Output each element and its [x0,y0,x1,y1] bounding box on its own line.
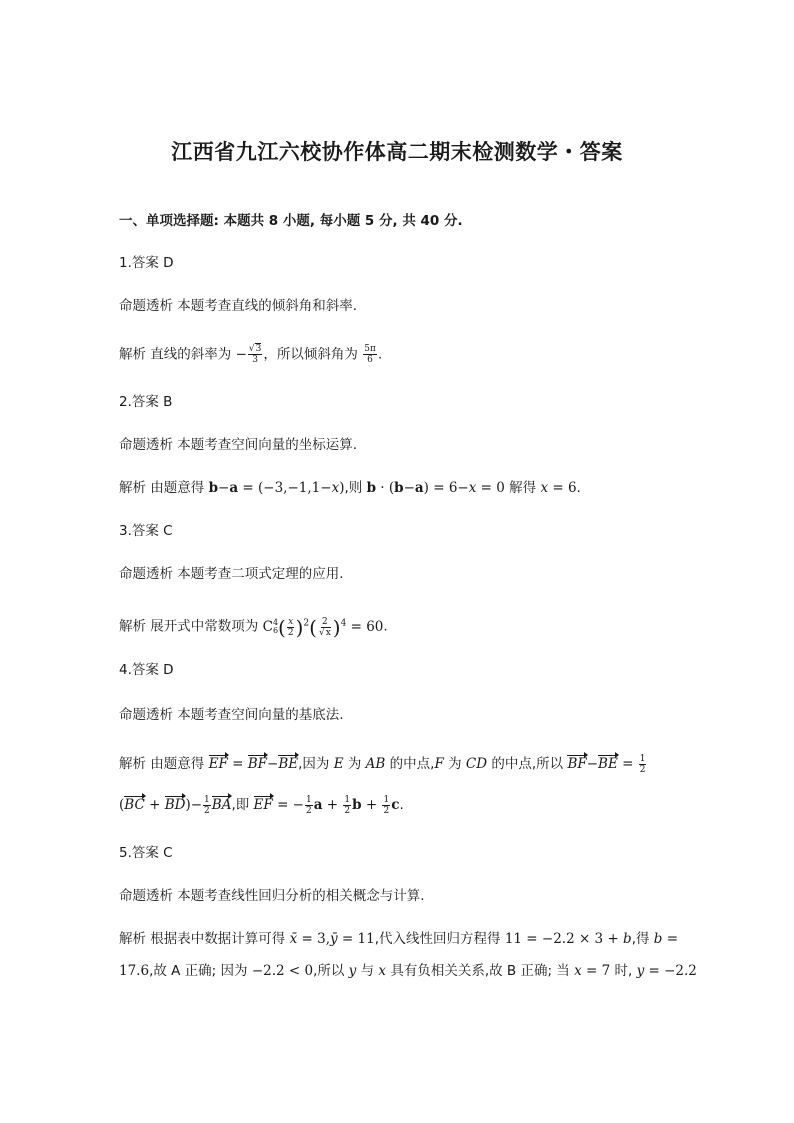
math-expr: BF−BE = $\frac{1}{2}$ [567,754,646,775]
fraction: $\frac{5\pi}{6}$ [364,344,376,365]
math-expr: b = [653,931,679,947]
math-expr: b−a = (−3,−1,1−x) [208,480,345,496]
q5-answer: 5.答案 C [119,845,173,861]
q3-solution: 解析 展开式中常数项为 C 4 6 ( $\frac{x}{2}$ )$^2$( $\frac{2}{√x}$ )$^4$ = 60. [119,615,388,639]
math-expr: (BC + BD)− $\frac{1}{2}$ BA [119,795,232,816]
q5-solution-line1: 解析 根据表中数据计算可得 x̄ = 3,ȳ = 11,代入线性回归方程得 11 = −2.2 × 3 + b,得 b = [119,931,679,947]
math-expr: C 4 6 ( $\frac{x}{2}$ )$^2$( $\frac{2}{√x}$ )$^4$ = 60 [262,615,384,639]
q1-answer: 1.答案 D [119,255,174,271]
q3-answer: 3.答案 C [119,523,173,539]
q4-solution-line1: 解析 由题意得 EF = BF−BE,因为 E 为 AB 的中点,F 为 CD 的中点,所以 BF−BE = $\frac{1}{2}$ [119,754,646,775]
math-expr: EF = − $\frac{1}{2}$ a + $\frac{1}{2}$ b + $\frac{1}{2}$ c [253,795,400,816]
math-expr: EF = BF−BE [208,756,299,772]
q5-solution-line2: 17.6,故 A 正确; 因为 −2.2 < 0,所以 y 与 x 具有负相关关系,故 B 正确; 当 x = 7 时, y = −2.2 [119,963,697,979]
q2-solution: 解析 由题意得 b−a = (−3,−1,1−x),则 b · (b−a) = 6−x = 0 解得 x = 6. [119,480,581,496]
math-expr: x̄ = 3,ȳ = 11 [289,931,375,947]
math-expr: x = 6 [540,480,577,496]
page-title: 江西省九江六校协作体高二期末检测数学・答案 [171,139,623,164]
math-expr: −2.2 < 0 [251,963,314,979]
q1-analysis: 命题透析 本题考查直线的倾斜角和斜率. [119,298,358,314]
section-heading: 一、单项选择题: 本题共 8 小题, 每小题 5 分, 共 40 分. [119,213,463,229]
fraction: $\frac{√3}{3}$ [248,344,262,365]
q1-solution: 解析 直线的斜率为 − $\frac{√3}{3}$ ，所以倾斜角为 $\frac{5\pi}{6}$ . [119,344,383,365]
q4-solution-line2: (BC + BD)− $\frac{1}{2}$ BA,即 EF = − $\frac{1}{2}$ a + $\frac{1}{2}$ b + $\frac{1}{2}$ c. [119,795,404,816]
q4-answer: 4.答案 D [119,662,174,678]
q4-analysis: 命题透析 本题考查空间向量的基底法. [119,707,344,723]
q2-analysis: 命题透析 本题考查空间向量的坐标运算. [119,437,358,453]
q2-answer: 2.答案 B [119,394,173,410]
math-expr: x = 7 [574,963,611,979]
q3-analysis: 命题透析 本题考查二项式定理的应用. [119,566,344,582]
math-expr: b · (b−a) = 6−x = 0 [366,480,505,496]
math-expr: 11 = −2.2 × 3 + b [504,931,632,947]
math-expr: y = −2.2 [636,963,697,979]
q5-analysis: 命题透析 本题考查线性回归分析的相关概念与计算. [119,888,425,904]
